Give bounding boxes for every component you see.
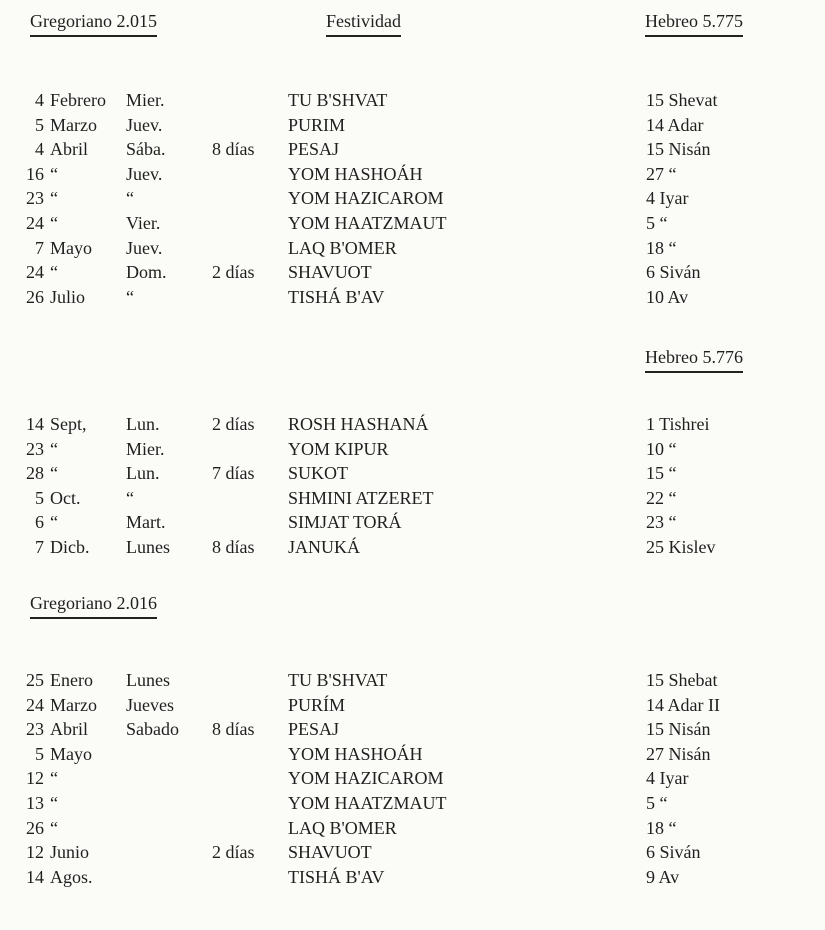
holiday-month: Abril xyxy=(50,139,88,160)
holiday-day: 23 xyxy=(26,438,44,459)
holiday-day: 14 xyxy=(26,866,44,887)
holiday-festival: PURÍM xyxy=(288,694,346,715)
holiday-row xyxy=(0,285,825,310)
holiday-month: Sept, xyxy=(50,414,87,434)
holiday-month: Febrero xyxy=(50,90,106,110)
section-2015-a xyxy=(0,88,825,309)
holiday-day: 4 xyxy=(35,139,44,160)
holiday-hebrew: 4 Iyar xyxy=(646,188,689,209)
holiday-day: 28 xyxy=(26,463,44,484)
holiday-dias: 7 días xyxy=(212,463,255,484)
holiday-dias: 2 días xyxy=(212,262,255,283)
holiday-hebrew: 15 Nisán xyxy=(646,719,711,740)
holiday-weekday: Juev. xyxy=(126,237,163,258)
holiday-day: 5 xyxy=(35,743,44,764)
holiday-day: 13 xyxy=(26,792,44,813)
holiday-dias: 8 días xyxy=(212,536,255,557)
holiday-row xyxy=(0,668,825,693)
holiday-weekday: Jueves xyxy=(126,694,174,715)
holiday-day: 7 xyxy=(35,237,44,258)
holiday-hebrew: 10 “ xyxy=(646,438,677,459)
holiday-dias: 8 días xyxy=(212,719,255,740)
holiday-hebrew: 27 “ xyxy=(646,163,677,184)
holiday-dias: 2 días xyxy=(212,414,255,434)
holiday-festival: SHMINI ATZERET xyxy=(288,487,434,508)
header-gregorian-2015: Gregoriano 2.015 xyxy=(30,10,157,37)
holiday-month: “ xyxy=(50,463,58,484)
holiday-row xyxy=(0,742,825,767)
holiday-month: Agos. xyxy=(50,866,93,887)
holiday-month: Junio xyxy=(50,842,90,863)
holiday-festival: SHAVUOT xyxy=(288,842,372,863)
holiday-weekday: Mier. xyxy=(126,90,165,110)
holiday-day: 24 xyxy=(26,262,44,283)
holiday-festival: ROSH HASHANÁ xyxy=(288,414,429,434)
holiday-weekday: “ xyxy=(126,188,134,209)
holiday-festival: LAQ B'OMER xyxy=(288,817,397,838)
holiday-month: “ xyxy=(50,188,58,209)
holiday-row xyxy=(0,162,825,187)
holiday-weekday: Juev. xyxy=(126,163,163,184)
section-2016 xyxy=(0,668,825,889)
holiday-day: 25 xyxy=(26,670,44,690)
holiday-hebrew: 15 Shebat xyxy=(646,670,718,690)
holiday-dias: 2 días xyxy=(212,842,255,863)
holiday-row xyxy=(0,412,825,437)
holiday-hebrew: 15 “ xyxy=(646,463,677,484)
holiday-hebrew: 27 Nisán xyxy=(646,743,711,764)
holiday-festival: YOM HASHOÁH xyxy=(288,743,423,764)
holiday-day: 26 xyxy=(26,286,44,307)
holiday-hebrew: 5 “ xyxy=(646,212,668,233)
holiday-row xyxy=(0,211,825,236)
holiday-row xyxy=(0,88,825,113)
holiday-hebrew: 9 Av xyxy=(646,866,680,887)
holiday-row xyxy=(0,816,825,841)
holiday-hebrew: 5 “ xyxy=(646,792,668,813)
holiday-festival: YOM HAATZMAUT xyxy=(288,792,447,813)
holiday-month: “ xyxy=(50,262,58,283)
holiday-weekday: Lun. xyxy=(126,414,160,434)
holiday-row xyxy=(0,461,825,486)
holiday-festival: TU B'SHVAT xyxy=(288,90,388,110)
header-hebrew-5775: Hebreo 5.775 xyxy=(645,10,743,37)
holiday-festival: YOM KIPUR xyxy=(288,438,389,459)
holiday-weekday: Lunes xyxy=(126,536,170,557)
holiday-month: Mayo xyxy=(50,237,92,258)
holiday-hebrew: 6 Siván xyxy=(646,842,701,863)
holiday-hebrew: 23 “ xyxy=(646,512,677,533)
holiday-month: Marzo xyxy=(50,114,97,135)
holiday-day: 14 xyxy=(26,414,44,434)
holiday-festival: YOM HAZICAROM xyxy=(288,188,444,209)
holiday-festival: PESAJ xyxy=(288,139,340,160)
holiday-day: 26 xyxy=(26,817,44,838)
holiday-weekday: “ xyxy=(126,487,134,508)
holiday-day: 5 xyxy=(35,487,44,508)
holiday-month: “ xyxy=(50,768,58,789)
holiday-hebrew: 15 Nisán xyxy=(646,139,711,160)
holiday-festival: PURIM xyxy=(288,114,346,135)
holiday-row xyxy=(0,510,825,535)
holiday-hebrew: 15 Shevat xyxy=(646,90,718,110)
holiday-festival: SIMJAT TORÁ xyxy=(288,512,402,533)
holiday-festival: SHAVUOT xyxy=(288,262,372,283)
holiday-festival: JANUKÁ xyxy=(288,536,360,557)
header-hebrew-5776: Hebreo 5.776 xyxy=(645,346,743,373)
holiday-festival: TU B'SHVAT xyxy=(288,670,388,690)
holiday-hebrew: 22 “ xyxy=(646,487,677,508)
holiday-hebrew: 14 Adar xyxy=(646,114,704,135)
holiday-month: Marzo xyxy=(50,694,97,715)
holiday-festival: PESAJ xyxy=(288,719,340,740)
holiday-festival: TISHÁ B'AV xyxy=(288,286,385,307)
holiday-day: 24 xyxy=(26,694,44,715)
holiday-weekday: Mart. xyxy=(126,512,166,533)
holiday-hebrew: 14 Adar II xyxy=(646,694,720,715)
holiday-day: 12 xyxy=(26,768,44,789)
holiday-hebrew: 6 Siván xyxy=(646,262,701,283)
holiday-row xyxy=(0,766,825,791)
holiday-row xyxy=(0,486,825,511)
holiday-day: 6 xyxy=(35,512,44,533)
holiday-weekday: Dom. xyxy=(126,262,167,283)
holiday-weekday: Juev. xyxy=(126,114,163,135)
holiday-row xyxy=(0,113,825,138)
holiday-festival: YOM HASHOÁH xyxy=(288,163,423,184)
holiday-month: “ xyxy=(50,438,58,459)
holiday-festival: SUKOT xyxy=(288,463,349,484)
holiday-month: Abril xyxy=(50,719,88,740)
holiday-month: “ xyxy=(50,512,58,533)
holiday-hebrew: 18 “ xyxy=(646,817,677,838)
holiday-month: Mayo xyxy=(50,743,92,764)
holiday-weekday: Lunes xyxy=(126,670,170,690)
section-2015-b xyxy=(0,412,825,560)
holiday-weekday: Mier. xyxy=(126,438,165,459)
holiday-row xyxy=(0,236,825,261)
holiday-month: Enero xyxy=(50,670,93,690)
holiday-day: 24 xyxy=(26,212,44,233)
header-gregorian-2016: Gregoriano 2.016 xyxy=(30,592,157,619)
holiday-month: “ xyxy=(50,212,58,233)
holiday-row xyxy=(0,693,825,718)
holiday-weekday: Vier. xyxy=(126,212,161,233)
holiday-weekday: Lun. xyxy=(126,463,160,484)
holiday-festival: LAQ B'OMER xyxy=(288,237,397,258)
holiday-row xyxy=(0,535,825,560)
holiday-day: 4 xyxy=(35,90,44,110)
holiday-festival: YOM HAATZMAUT xyxy=(288,212,447,233)
holiday-hebrew: 1 Tishrei xyxy=(646,414,710,434)
holiday-hebrew: 10 Av xyxy=(646,286,689,307)
holiday-day: 7 xyxy=(35,536,44,557)
holiday-weekday: Sába. xyxy=(126,139,166,160)
holiday-row xyxy=(0,840,825,865)
holiday-month: “ xyxy=(50,163,58,184)
holiday-row xyxy=(0,717,825,742)
holiday-day: 16 xyxy=(26,163,44,184)
holiday-hebrew: 4 Iyar xyxy=(646,768,689,789)
holiday-month: “ xyxy=(50,792,58,813)
holiday-day: 23 xyxy=(26,188,44,209)
holiday-weekday: “ xyxy=(126,286,134,307)
holiday-festival: YOM HAZICAROM xyxy=(288,768,444,789)
holiday-row xyxy=(0,791,825,816)
holiday-day: 12 xyxy=(26,842,44,863)
holiday-row xyxy=(0,865,825,890)
holiday-hebrew: 18 “ xyxy=(646,237,677,258)
holiday-month: Dicb. xyxy=(50,536,90,557)
holiday-hebrew: 25 Kislev xyxy=(646,536,716,557)
holiday-day: 23 xyxy=(26,719,44,740)
holiday-month: Julio xyxy=(50,286,86,307)
holiday-row xyxy=(0,437,825,462)
holiday-row xyxy=(0,186,825,211)
holiday-weekday: Sabado xyxy=(126,719,179,740)
header-festividad: Festividad xyxy=(326,10,401,37)
holiday-day: 5 xyxy=(35,114,44,135)
holiday-dias: 8 días xyxy=(212,139,255,160)
holiday-row xyxy=(0,137,825,162)
holiday-month: “ xyxy=(50,817,58,838)
holiday-festival: TISHÁ B'AV xyxy=(288,866,385,887)
holiday-month: Oct. xyxy=(50,487,81,508)
holiday-row xyxy=(0,260,825,285)
